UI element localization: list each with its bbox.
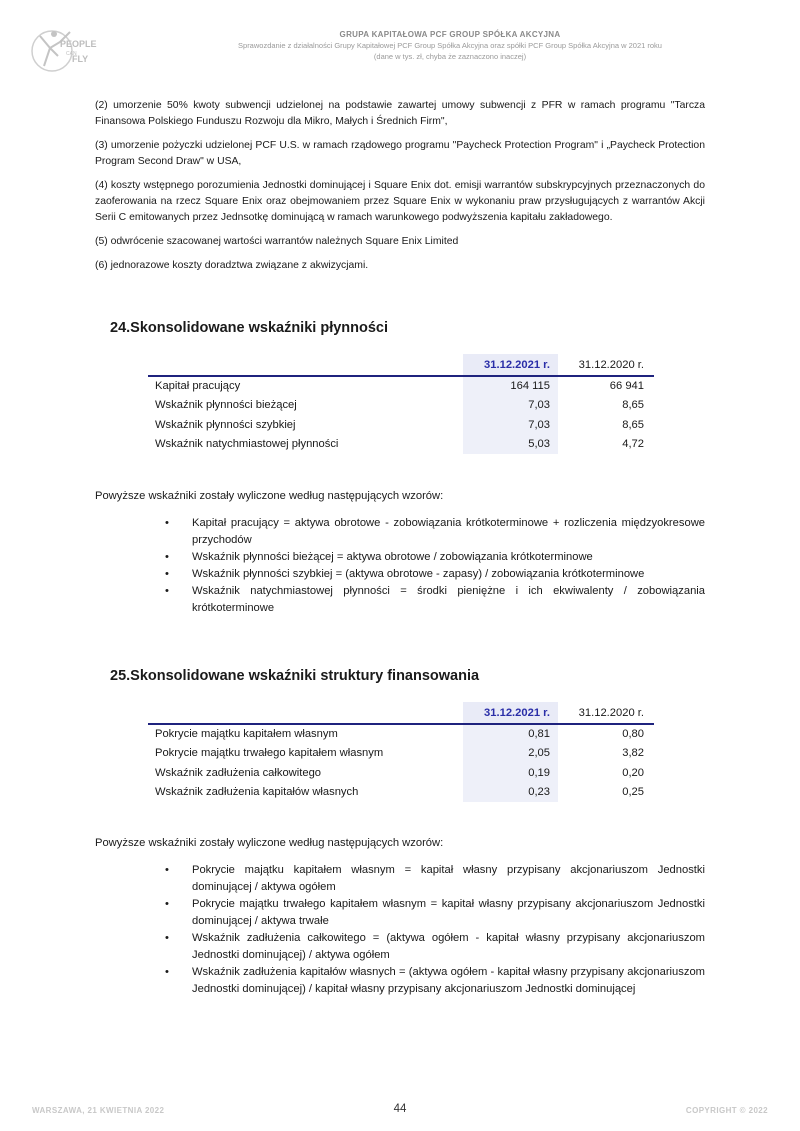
column-header-2021: 31.12.2021 r. [463, 354, 558, 376]
people-can-fly-logo [30, 22, 97, 80]
table-row: Wskaźnik zadłużenia całkowitego 0,19 0,20 [148, 763, 654, 783]
table-row: Wskaźnik natychmiastowej płynności 5,03 4,72 [148, 435, 654, 455]
column-header-2021: 31.12.2021 r. [463, 702, 558, 724]
svg-text:FLY: FLY [72, 54, 89, 64]
table-row: Wskaźnik płynności bieżącej 7,03 8,65 [148, 396, 654, 416]
units-note: (dane w tys. zł, chyba że zaznaczono inaczej) [373, 52, 527, 62]
table-row: Kapitał pracujący 164 115 66 941 [148, 376, 654, 396]
list-item: • Pokrycie majątku kapitałem własnym = kapitał własny przypisany akcjonariuszom Jednostki dominującej / aktywa ogółem [165, 862, 705, 896]
list-item: • Wskaźnik zadłużenia całkowitego = (aktywa ogółem - kapitał własny przypisany akcjonariuszom Jednostki dominującej) / aktywa ogółem [165, 930, 705, 964]
company-name: GRUPA KAPITAŁOWA PCF GROUP SPÓŁKA AKCYJNA [339, 30, 561, 39]
section-title: Skonsolidowane wskaźniki płynności [130, 320, 389, 336]
list-item: • Wskaźnik zadłużenia kapitałów własnych = (aktywa ogółem - kapitał własny przypisany akcjonariuszom Jednostki dominującej) / kapitał własny przypisany akcjonariuszom Jednostki dominującej [165, 964, 705, 998]
list-item: • Kapitał pracujący = aktywa obrotowe - zobowiązania krótkoterminowe + rozliczenia międzyokresowe przychodów [165, 515, 705, 549]
column-header-2020: 31.12.2020 r. [578, 706, 644, 719]
footnote: (4) koszty wstępnego porozumienia Jednostki dominującej i Square Enix dot. emisji warrantów subskrypcyjnych przeznaczonych do zaoferowania na rzecz Square Enix oraz obejmowaniem przez Square Enix w wykonaniu praw przysługujących z warrantów Akcji Serii C emitowanych przez Jednsotkę dominującą w ramach warunkowego podwyższenia kapitału zakładowego. [95, 180, 705, 223]
section-25-heading [110, 668, 479, 684]
formulas-intro: Powyższe wskaźniki zostały wyliczone według następujących wzorów: [95, 837, 444, 849]
liquidity-formulas [165, 515, 705, 617]
svg-text:PEOPLE: PEOPLE [60, 39, 97, 49]
list-item: • Wskaźnik natychmiastowej płynności = środki pieniężne i ich ekwiwalenty / zobowiązania krótkoterminowe [165, 583, 705, 617]
page-header [100, 30, 800, 62]
page-number: 44 [393, 1103, 407, 1115]
section-number: 24. [110, 320, 131, 336]
section-number: 25. [110, 668, 131, 684]
table-row: Wskaźnik zadłużenia kapitałów własnych 0,23 0,25 [148, 783, 654, 803]
footnotes [95, 98, 705, 282]
financing-structure-table [148, 702, 654, 802]
footnote: (6) jednorazowe koszty doradztwa związane z akwizycjami. [95, 260, 369, 271]
footnote: (5) odwrócenie szacowanej wartości warrantów należnych Square Enix Limited [95, 236, 459, 247]
table-row: Pokrycie majątku trwałego kapitałem własnym 2,05 3,82 [148, 744, 654, 764]
table-row: Pokrycie majątku kapitałem własnym 0,81 0,80 [148, 724, 654, 744]
svg-text:CAN: CAN [66, 51, 77, 57]
report-subtitle: Sprawozdanie z działalności Grupy Kapitałowej PCF Group Spółka Akcyjna oraz spółki PCF Group Spółka Akcyjna w 2021 roku [238, 41, 662, 50]
table-row: Wskaźnik płynności szybkiej 7,03 8,65 [148, 415, 654, 435]
financing-formulas [165, 862, 705, 998]
liquidity-table [148, 354, 654, 454]
footnote: (2) umorzenie 50% kwoty subwencji udzielonej na podstawie zawartej umowy subwencji z PFR w ramach programu "Tarcza Finansowa Polskiego Funduszu Rozwoju dla Mikro, Małych i Średnich Firm", [95, 100, 705, 127]
column-header-2020: 31.12.2020 r. [578, 358, 644, 371]
footnote: (3) umorzenie pożyczki udzielonej PCF U.S. w ramach rządowego programu "Paycheck Protection Program" i „Paycheck Protection Program Second Draw" w USA, [95, 140, 705, 167]
footer-copyright: COPYRIGHT © 2022 [685, 1106, 768, 1115]
formulas-intro: Powyższe wskaźniki zostały wyliczone według następujących wzorów: [95, 490, 444, 502]
section-24-heading [110, 320, 388, 336]
list-item: • Wskaźnik płynności bieżącej = aktywa obrotowe / zobowiązania krótkoterminowe [165, 549, 705, 566]
list-item: • Wskaźnik płynności szybkiej = (aktywa obrotowe - zapasy) / zobowiązania krótkoterminowe [165, 566, 705, 583]
footer-place-date: WARSZAWA, 21 KWIETNIA 2022 [32, 1106, 165, 1115]
list-item: • Pokrycie majątku trwałego kapitałem własnym = kapitał własny przypisany akcjonariuszom Jednostki dominującej / aktywa trwałe [165, 896, 705, 930]
section-title: Skonsolidowane wskaźniki struktury finansowania [130, 668, 480, 684]
